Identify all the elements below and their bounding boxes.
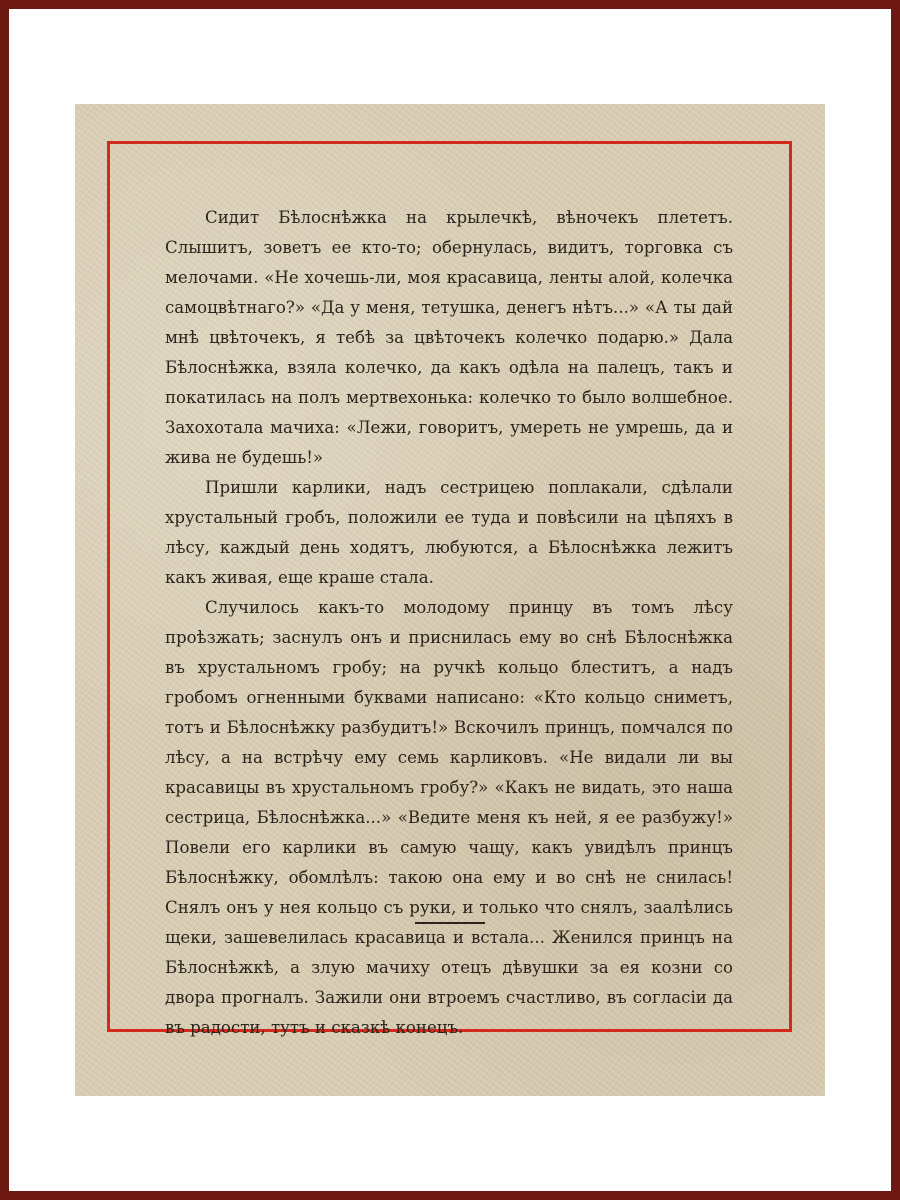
end-divider-line [415, 922, 485, 924]
paragraph-1: Сидит Бѣлоснѣжка на крылечкѣ, вѣночекъ плететъ. Слышитъ, зоветъ ее кто-то; обернулась, видитъ, торговка съ мелочами. «Не хочешь-ли, моя красавица, ленты алой, колечка самоцвѣтнаго?» «Да у меня, тетушка, денегъ нѣтъ...» «А ты дай мнѣ цвѣточекъ, я тебѣ за цвѣточекъ колечко подарю.» Дала Бѣлоснѣжка, взяла колечко, да какъ одѣла на палецъ, такъ и покатилась на полъ мертвехонька: колечко то было волшебное. Захохотала мачиха: «Лежи, говоритъ, умереть не умрешь, да и жива не будешь!» [165, 208, 733, 467]
paragraph-2: Пришли карлики, надъ сестрицею поплакали, сдѣлали хрустальный гробъ, положили ее туда и повѣсили на цѣпяхъ в лѣсу, каждый день ходятъ, любуются, а Бѣлоснѣжка лежитъ какъ живая, еще краше стала. [165, 478, 733, 587]
story-text [165, 203, 733, 1043]
paragraph-3: Случилось какъ-то молодому принцу въ томъ лѣсу проѣзжать; заснулъ онъ и приснилась ему во снѣ Бѣлоснѣжка въ хрустальномъ гробу; на ручкѣ кольцо блеститъ, а надъ гробомъ огненными буквами написано: «Кто кольцо сниметъ, тотъ и Бѣлоснѣжку разбудитъ!» Вскочилъ принцъ, помчался по лѣсу, а на встрѣчу ему семь карликовъ. «Не видали ли вы красавицы въ хрустальномъ гробу?» «Какъ не видать, это наша сестрица, Бѣлоснѣжка...» «Ведите меня къ ней, я ее разбужу!» Повели его карлики въ самую чащу, какъ увидѣлъ принцъ Бѣлоснѣжку, обомлѣлъ: такою она ему и во снѣ не снилась! Снялъ онъ у нея кольцо съ руки, и только что снялъ, заалѣлись щеки, зашевелилась красавица и встала... Женился принцъ на Бѣлоснѣжкѣ, а злую мачиху отецъ дѣвушки за ея козни со двора прогналъ. Зажили они втроемъ счастливо, въ согласіи да въ радости, тутъ и сказкѣ конецъ. [165, 598, 733, 1037]
